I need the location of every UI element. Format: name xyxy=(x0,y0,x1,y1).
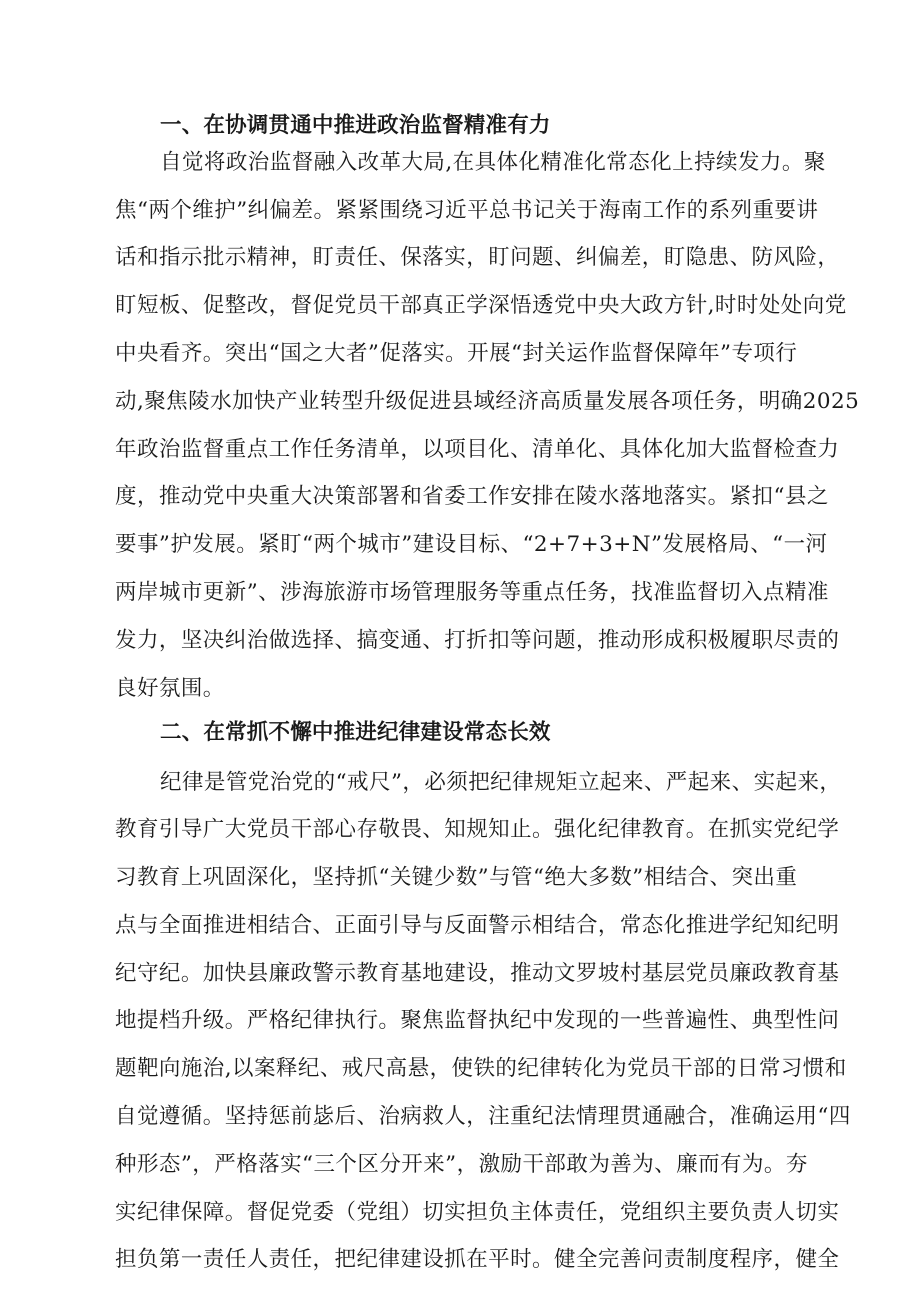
section-2-line: 纪律是管党治党的“戒尺”，必须把纪律规矩立起来、严起来、实起来， xyxy=(160,770,842,795)
section-2-line: 种形态”，严格落实“三个区分开来”，激励干部敢为善为、廉而有为。夯 xyxy=(115,1152,808,1177)
section-1-line: 要事”护发展。紧盯“两个城市”建设目标、“2+7+3+N”发展格局、“一河 xyxy=(115,532,828,557)
section-1-line: 年政治监督重点工作任务清单，以项目化、清单化、具体化加大监督检查力 xyxy=(115,437,840,462)
section-2-heading: 二、在常抓不懈中推进纪律建设常态长效 xyxy=(160,720,551,745)
section-1-heading: 一、在协调贯通中推进政治监督精准有力 xyxy=(160,113,551,138)
section-2-line: 担负第一责任人责任，把纪律建设抓在平时。健全完善问责制度程序，健全 xyxy=(115,1247,840,1272)
section-1-line: 良好氛围。 xyxy=(115,676,225,701)
section-1-line: 度，推动党中央重大决策部署和省委工作安排在陵水落地落实。紧扣“县之 xyxy=(115,484,829,509)
section-1-line: 盯短板、促整改，督促党员干部真正学深悟透党中央大政方针,时时处处向党 xyxy=(115,293,847,318)
section-2-line: 点与全面推进相结合、正面引导与反面警示相结合，常态化推进学纪知纪明 xyxy=(115,913,840,938)
section-2-line: 自觉遵循。坚持惩前毖后、治病救人，注重纪法情理贯通融合，准确运用“四 xyxy=(115,1104,851,1129)
section-1-line: 中央看齐。突出“国之大者”促落实。开展“封关运作监督保障年”专项行 xyxy=(115,341,798,366)
section-2-line: 实纪律保障。督促党委（党组）切实担负主体责任，党组织主要负责人切实 xyxy=(115,1200,840,1225)
section-2-line: 教育引导广大党员干部心存敬畏、知规知止。强化纪律教育。在抓实党纪学 xyxy=(115,817,840,842)
section-1-line: 焦“两个维护”纠偏差。紧紧围绕习近平总书记关于海南工作的系列重要讲 xyxy=(115,198,819,223)
section-2-line: 纪守纪。加快县廉政警示教育基地建设，推动文罗坡村基层党员廉政教育基 xyxy=(115,961,840,986)
section-1-line: 自觉将政治监督融入改革大局,在具体化精准化常态化上持续发力。聚 xyxy=(160,150,826,175)
section-1-line: 发力，坚决纠治做选择、搞变通、打折扣等问题，推动形成积极履职尽责的 xyxy=(115,628,840,653)
section-2-line: 地提档升级。严格纪律执行。聚焦监督执纪中发现的一些普遍性、典型性问 xyxy=(115,1008,840,1033)
section-2-line: 题靶向施治,以案释纪、戒尺高悬，使铁的纪律转化为党员干部的日常习惯和 xyxy=(115,1056,847,1081)
section-1-line: 动,聚焦陵水加快产业转型升级促进县域经济高质量发展各项任务，明确2025 xyxy=(115,389,860,414)
section-1-line: 两岸城市更新”、涉海旅游市场管理服务等重点任务，找准监督切入点精准 xyxy=(115,580,829,605)
section-2-line: 习教育上巩固深化，坚持抓“关键少数”与管“绝大多数”相结合、突出重 xyxy=(115,865,798,890)
section-1-line: 话和指示批示精神，盯责任、保落实，盯问题、纠偏差，盯隐患、防风险， xyxy=(115,245,840,270)
